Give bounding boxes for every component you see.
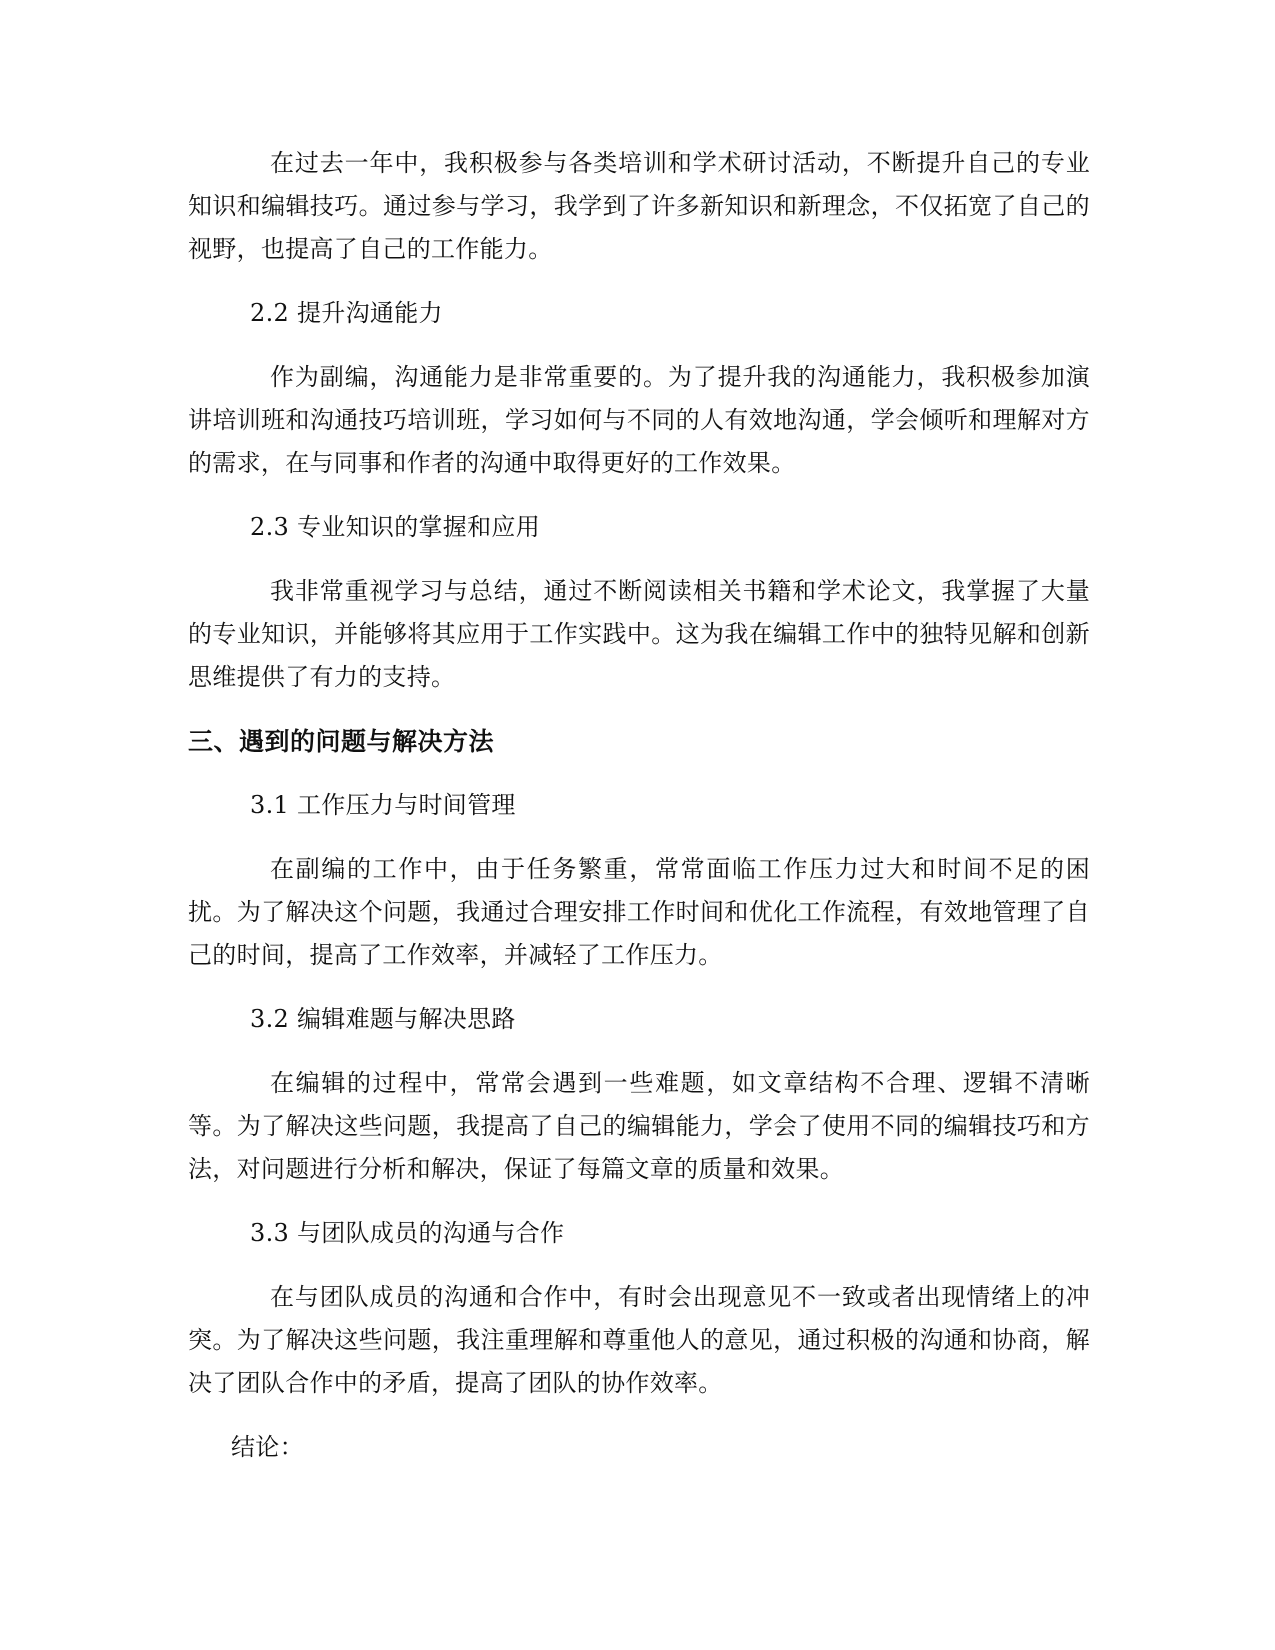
subheading-2-2: 2.2 提升沟通能力 [250, 299, 443, 327]
document-page [188, 142, 1090, 1469]
paragraph-pressure: 在副编的工作中，由于任务繁重，常常面临工作压力过大和时间不足的困扰。为了解决这个问题，我通过合理安排工作时间和优化工作流程，有效地管理了自己的时间，提高了工作效率，并减轻了工作压力。 [188, 855, 1090, 969]
subheading-2-3: 2.3 专业知识的掌握和应用 [250, 513, 540, 541]
paragraph-training: 在过去一年中，我积极参与各类培训和学术研讨活动，不断提升自己的专业知识和编辑技巧。通过参与学习，我学到了许多新知识和新理念，不仅拓宽了自己的视野，也提高了自己的工作能力。 [188, 149, 1090, 263]
subheading-3-1: 3.1 工作压力与时间管理 [250, 791, 516, 819]
paragraph-teamwork: 在与团队成员的沟通和合作中，有时会出现意见不一致或者出现情绪上的冲突。为了解决这些问题，我注重理解和尊重他人的意见，通过积极的沟通和协商，解决了团队合作中的矛盾，提高了团队的协作效率。 [188, 1283, 1090, 1397]
subheading-3-3: 3.3 与团队成员的沟通与合作 [250, 1219, 565, 1247]
paragraph-editing: 在编辑的过程中，常常会遇到一些难题，如文章结构不合理、逻辑不清晰等。为了解决这些问题，我提高了自己的编辑能力，学会了使用不同的编辑技巧和方法，对问题进行分析和解决，保证了每篇文章的质量和效果。 [188, 1069, 1090, 1183]
paragraph-knowledge: 我非常重视学习与总结，通过不断阅读相关书籍和学术论文，我掌握了大量的专业知识，并能够将其应用于工作实践中。这为我在编辑工作中的独特见解和创新思维提供了有力的支持。 [188, 577, 1090, 691]
subheading-3-2: 3.2 编辑难题与解决思路 [250, 1005, 516, 1033]
section-heading-3: 三、遇到的问题与解决方法 [188, 727, 495, 756]
conclusion-label: 结论： [231, 1433, 304, 1461]
paragraph-communication: 作为副编，沟通能力是非常重要的。为了提升我的沟通能力，我积极参加演讲培训班和沟通技巧培训班，学习如何与不同的人有效地沟通，学会倾听和理解对方的需求，在与同事和作者的沟通中取得更好的工作效果。 [188, 363, 1090, 477]
